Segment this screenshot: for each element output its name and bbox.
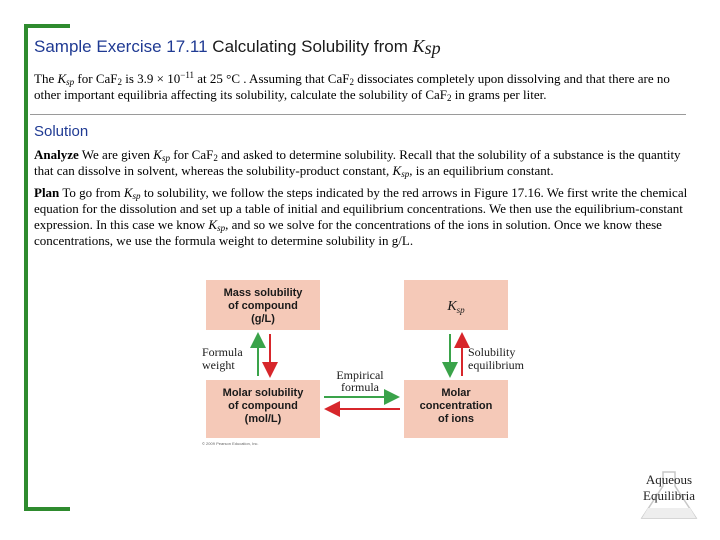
label-formula-line2: weight — [202, 358, 235, 372]
footer-label — [632, 472, 706, 504]
box-molar-line3: (mol/L) — [244, 413, 282, 425]
solution-heading: Solution — [34, 123, 89, 140]
box-molar-line1: Molar solubility — [222, 387, 304, 399]
frame-bracket-left — [24, 24, 28, 511]
box-molar-line2: of compound — [228, 400, 298, 412]
title-rest: Calculating Solubility from $K_{sp}$ — [212, 36, 441, 58]
label-empirical-line2: formula — [341, 380, 379, 394]
divider — [30, 114, 686, 115]
frame-bracket-bottom — [24, 507, 70, 511]
box-mass-line2: of compound — [228, 300, 298, 312]
label-solubility-line2: equilibrium — [468, 358, 524, 372]
box-mass-line1: Mass solubility — [223, 287, 303, 299]
box-ksp-label: $K_{sp}$ — [447, 299, 465, 315]
box-conc-line1: Molar — [441, 387, 471, 399]
slide-title — [34, 36, 441, 57]
label-empirical-line1: Empirical — [336, 368, 384, 382]
ksp-flow-diagram — [196, 272, 536, 448]
box-conc-line2: concentration — [419, 400, 493, 412]
frame-bracket-top — [24, 24, 70, 28]
label-solubility-line1: Solubility — [468, 345, 516, 359]
label-formula-line1: Formula — [202, 345, 243, 359]
box-mass-line3: (g/L) — [251, 313, 275, 325]
problem-statement: The $K_{sp}$ for CaF$_2$ is $3.9 \times 10^{-11}$ at 25 °C . Assuming that CaF$_2$ dissociates completely upon dissolving and that there are no other important equilibria affecting its solubility, calculate the solubility of CaF$_2$ in grams per liter. — [34, 70, 670, 103]
footer-line2: Equilibria — [643, 488, 695, 503]
footer-line1: Aqueous — [645, 472, 693, 487]
title-prefix: Sample Exercise 17.11 — [34, 37, 208, 56]
plan-paragraph: Plan To go from $K_{sp}$ to solubility, we follow the steps indicated by the red arrows in Figure 17.16. We first write the chemical equation for the dissolution and set up a table of initial and equilibrium concentrations. We then use the equilibrium-constant expression. In this case we know $K_{sp}$, and so we solve for the concentrations of the ions in solution. Once we know these concentrations, we use the formula weight to determine solubility in g/L. — [34, 185, 688, 248]
analyze-paragraph: Analyze We are given $K_{sp}$ for CaF$_2$ and asked to determine solubility. Recall that the solubility of a substance is the quantity that can dissolve in solvent, whereas the solubility-product constant, $K_{sp}$, is an equilibrium constant. — [34, 147, 681, 179]
box-conc-line3: of ions — [437, 413, 475, 425]
copyright-text: © 2009 Pearson Education, Inc. — [202, 441, 259, 446]
